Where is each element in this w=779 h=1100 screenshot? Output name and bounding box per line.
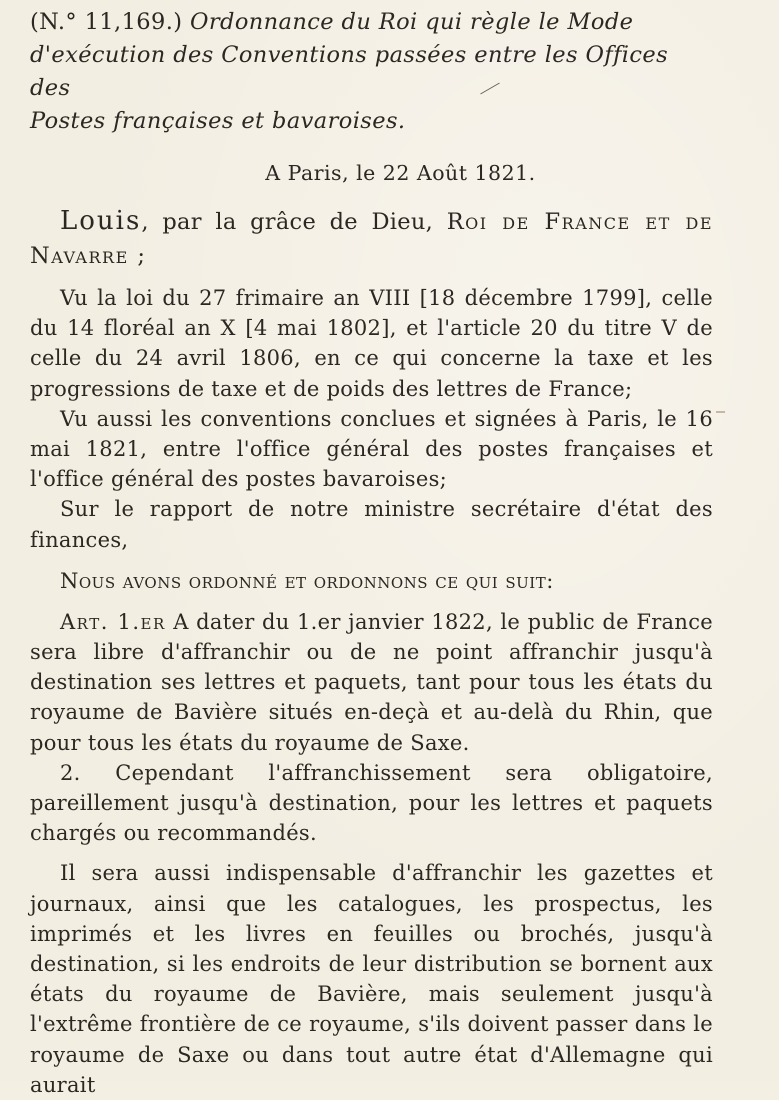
paragraph-rapport: Sur le rapport de notre ministre secrétaire d'état des finances,: [30, 497, 713, 552]
royal-title: Roi de France et de Navarre ;: [30, 209, 714, 269]
article-1: [30, 607, 713, 758]
ordinance-title-line-1: Ordonnance du Roi qui règle le Mode: [190, 9, 634, 35]
ordinance-title-line-2: d'exécution des Conventions passées entre les Offices des: [30, 42, 669, 101]
article-2: 2. Cependant l'affranchissement sera obligatoire, pareillement jusqu'à destination, pour les lettres et paquets chargés ou recommandés.: [30, 760, 713, 846]
ordinance-number: (N.° 11,169.): [30, 9, 183, 35]
ordinance-title-line-3: Postes françaises et bavaroises.: [30, 108, 406, 134]
king-name: Louis: [60, 206, 142, 236]
article-2-continuation: Il sera aussi indispensable d'affranchir les gazettes et journaux, ainsi que les catalogues, les prospectus, les imprimés et les livres en feuilles ou brochés, jusqu'à destination, si les endroits de leur distribution se bornent aux états du royaume de Bavière, mais seulement jusqu'à l'extrême frontière de ce royaume, s'ils doivent passer dans le royaume de Saxe ou dans tout autre état d'Allemagne qui aurait: [30, 861, 713, 1097]
ordinance-heading: [30, 6, 713, 138]
article-1-label: Art. 1.er: [60, 609, 166, 634]
paragraph-vu-conventions: Vu aussi les conventions conclues et signées à Paris, le 16 mai 1821, entre l'office général des postes françaises et l'office général des postes bavaroises;: [30, 406, 713, 492]
enacting-clause: Nous avons ordonné et ordonnons ce qui suit:: [60, 568, 554, 593]
paragraph-vu-loi: Vu la loi du 27 frimaire an VIII [18 décembre 1799], celle du 14 floréal an X [4 mai 1802], et l'article 20 du titre V de celle du 24 avril 1806, en ce qui concerne la taxe et les progressions de taxe et de poids des lettres de France;: [30, 286, 713, 401]
dateline: A Paris, le 22 Août 1821.: [265, 161, 536, 185]
article-1-text: A dater du 1.er janvier 1822, le public de France sera libre d'affranchir ou de ne point affranchir jusqu'à destination ses lettres et paquets, tant pour tous les états du royaume de Bavière situés en-deçà et au-delà du Rhin, que pour tous les états du royaume de Saxe.: [30, 609, 713, 755]
royal-grace-text: , par la grâce de Dieu,: [141, 209, 434, 235]
royal-preamble: [30, 204, 713, 273]
margin-mark: [716, 411, 725, 413]
